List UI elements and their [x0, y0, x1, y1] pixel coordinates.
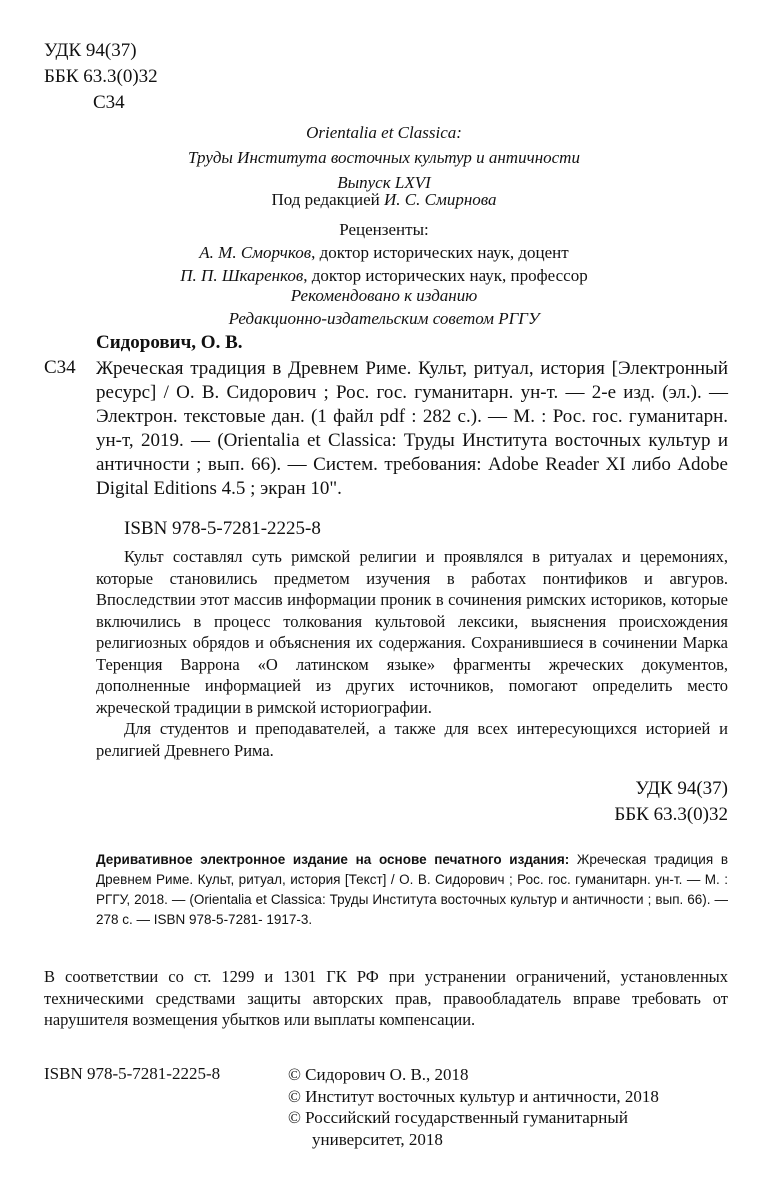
author-sign-bib: С34 — [44, 357, 76, 378]
editor-prefix: Под редакцией — [271, 190, 380, 209]
derivative-edition-note — [96, 850, 728, 930]
rights-notice: В соответствии со ст. 1299 и 1301 ГК РФ при устранении ограничений, установленных техническими средствами защиты авторских прав, правообладатель вправе требовать от нарушителя возмещения убытков или выплаты компенсации. — [44, 967, 728, 1029]
author-heading: Сидорович, О. В. — [96, 332, 243, 353]
series-block — [0, 120, 768, 195]
bbk-code: ББК 63.3(0)32 — [44, 66, 158, 87]
reviewers-heading: Рецензенты: — [339, 220, 429, 239]
annotation-paragraph-1: Культ составлял суть римской религии и проявлялся в ритуалах и церемониях, которые становились предметом изучения в работах понтификов и авгуров. Впоследствии этот массив информации проник в сочинения римских историков, которые включились в процесс толкования культовой лексики, выяснения происхождения религиозных обрядов и объяснения их содержания. Сохранившиеся в сочинении Марка Теренция Варрона «О латинском языке» фрагменты жреческих документов, дополненные информацией из других источников, помогают определить место жреческой традиции в римской историографии. — [96, 547, 728, 717]
reviewer-2-title: , доктор исторических наук, профессор — [303, 266, 588, 285]
isbn-footer: ISBN 978-5-7281-2225-8 — [44, 1064, 221, 1083]
bbk-code-repeat: ББК 63.3(0)32 — [614, 804, 728, 825]
editor-line — [0, 190, 768, 210]
editor-name: И. С. Смирнова — [384, 190, 497, 209]
reviewer-1-name: А. М. Сморчков — [199, 243, 312, 262]
udk-code-repeat: УДК 94(37) — [635, 778, 728, 799]
series-title: Orientalia et Classica: — [306, 123, 462, 142]
derivative-text: Жреческая традиция в Древнем Риме. Культ, ритуал, история [Текст] / О. В. Сидорович ; Рос. гос. гуманитарн. ун-т. — М. : РГГУ, 2018. — (Orientalia et Classica: Труды Института восточных культур и античности ; вып. 66). — 278 с. — ISBN 978-5-7281- 1917-3. — [96, 852, 728, 927]
reviewer-1 — [0, 241, 768, 264]
isbn-main: ISBN 978-5-7281-2225-8 — [124, 518, 321, 539]
reviewer-2-name: П. П. Шкаренков — [180, 266, 304, 285]
classification-codes-repeat — [520, 776, 728, 828]
copyright-university-cont: университет, 2018 — [312, 1129, 443, 1149]
author-sign: С34 — [93, 92, 125, 113]
copyright-institute: © Институт восточных культур и античности, 2018 — [288, 1086, 659, 1106]
bibliographic-description: Жреческая традиция в Древнем Риме. Культ, ритуал, история [Электронный ресурс] / О. В. Сидорович ; Рос. гос. гуманитарн. ун-т. — 2-е изд. (эл.). — Электрон. текстовые дан. (1 файл pdf : 282 с.). — М. : Рос. гос. гуманитарн. ун-т, 2019. — (Orientalia et Classica: Труды Института восточных культур и античности ; вып. 66). — Систем. требования: Adobe Reader XI либо Adobe Digital Editions 4.5 ; экран 10". — [96, 358, 728, 499]
copyright-author: © Сидорович О. В., 2018 — [288, 1065, 469, 1084]
series-subtitle: Труды Института восточных культур и античности — [188, 148, 580, 167]
series-issue: Выпуск LXVI — [337, 173, 431, 192]
annotation — [96, 546, 728, 761]
annotation-paragraph-2: Для студентов и преподавателей, а также для всех интересующихся историей и религией Древнего Рима. — [96, 719, 728, 760]
recommendation-line-2: Редакционно-издательским советом РГГУ — [228, 309, 540, 328]
copyright-university: © Российский государственный гуманитарный — [288, 1108, 628, 1127]
recommendation-block — [0, 284, 768, 330]
recommendation-line-1: Рекомендовано к изданию — [290, 286, 478, 305]
copyright-block — [288, 1064, 659, 1150]
derivative-label: Деривативное электронное издание на основе печатного издания: — [96, 852, 570, 867]
classification-codes — [44, 38, 158, 116]
reviewers-block — [0, 218, 768, 287]
udk-code: УДК 94(37) — [44, 40, 137, 61]
reviewer-1-title: , доктор исторических наук, доцент — [311, 243, 569, 262]
